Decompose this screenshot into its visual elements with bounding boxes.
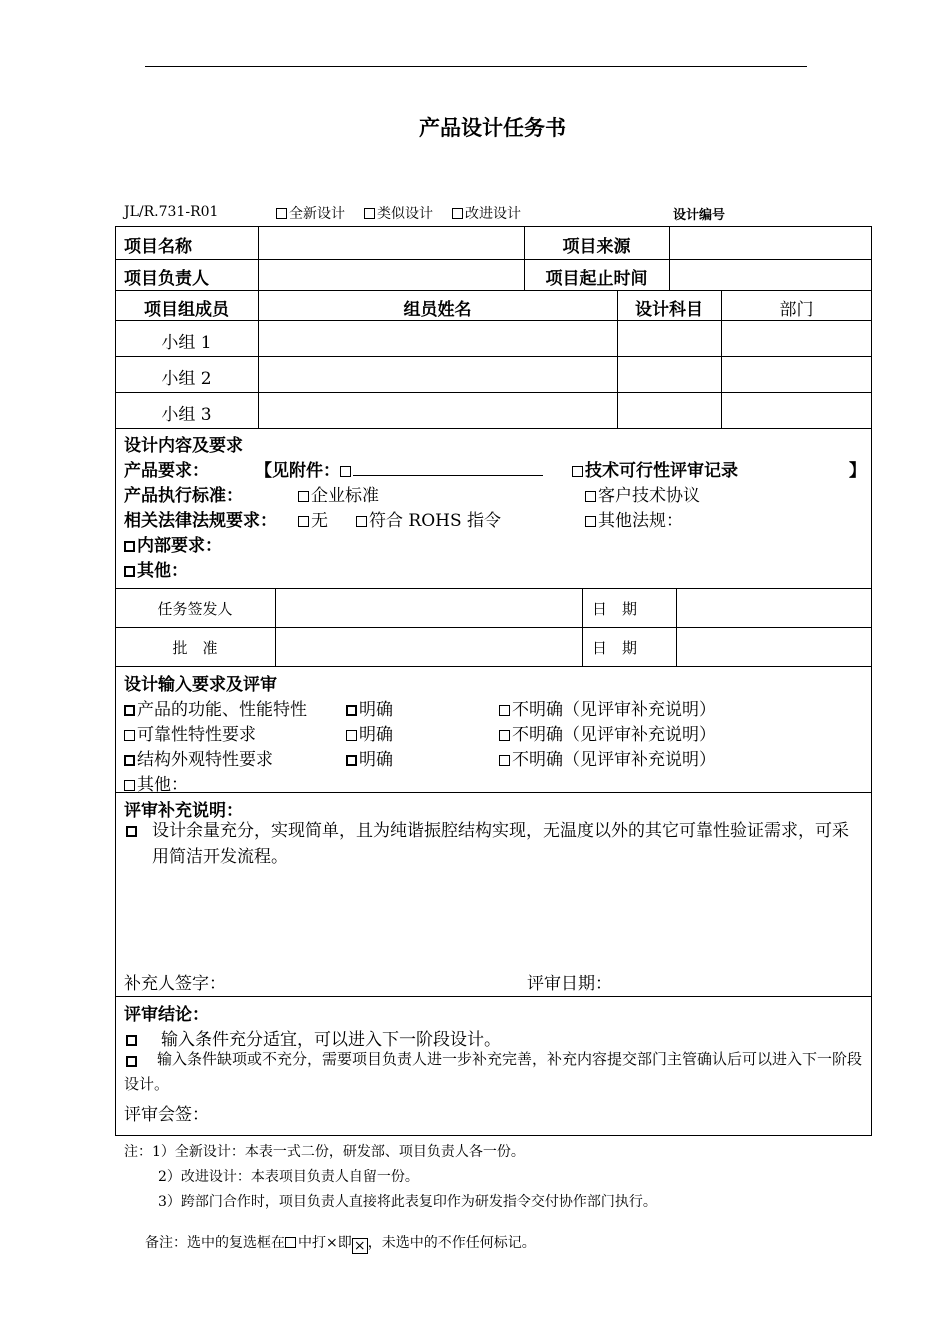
checkbox-icon: [285, 1237, 296, 1248]
checkbox-icon: [499, 705, 510, 716]
col-member: 项目组成员: [144, 300, 229, 320]
checkbox-icon: [499, 755, 510, 766]
page-title: 产品设计任务书: [419, 116, 566, 140]
conclusion-option-1[interactable]: 输入条件充分适宜，可以进入下一阶段设计。: [126, 1025, 501, 1050]
std-enterprise-option[interactable]: 企业标准: [298, 481, 379, 506]
checkbox-icon: [452, 208, 463, 219]
rule: [115, 320, 872, 321]
law-other-option[interactable]: 其他法规：: [585, 506, 683, 531]
group-1: 小组 1: [161, 333, 212, 353]
checkbox-icon: [585, 491, 596, 502]
checkbox-icon: [346, 705, 357, 716]
header-rule: [145, 66, 807, 67]
checkbox-icon: [126, 826, 137, 837]
rule: [676, 588, 677, 666]
rule: [115, 627, 872, 628]
other-req-option[interactable]: 其他：: [124, 556, 188, 581]
project-source-label: 项目来源: [562, 237, 631, 257]
checkbox-icon: [124, 755, 135, 766]
checkbox-icon: [124, 780, 135, 791]
product-req-label: 产品要求：: [124, 461, 209, 481]
rule: [115, 392, 872, 393]
group-3: 小组 3: [161, 405, 212, 425]
checkbox-icon: [298, 516, 309, 527]
col-dept: 部门: [779, 300, 814, 320]
design-type-improve[interactable]: 改进设计: [452, 203, 521, 223]
conclusion-option-2-text: 输入条件缺项或不充分，需要项目负责人进一步补充完善，补充内容提交部门主管确认后可以进入下一阶段设计。: [124, 1050, 863, 1093]
checkbox-icon: [572, 466, 583, 477]
std-customer-option[interactable]: 客户技术协议: [585, 481, 700, 506]
project-lead-label: 项目负责人: [124, 269, 209, 289]
design-type-similar[interactable]: 类似设计: [364, 203, 433, 223]
checkbox-icon: [499, 730, 510, 741]
note-3: 3）跨部门合作时，项目负责人直接将此表复印作为研发指令交付协作部门执行。: [158, 1194, 657, 1210]
function-clear-option[interactable]: 明确: [346, 695, 393, 720]
structure-clear-option[interactable]: 明确: [346, 745, 393, 770]
supplement-heading: 评审补充说明：: [124, 801, 243, 821]
checkbox-icon: [124, 705, 135, 716]
group-2: 小组 2: [161, 369, 212, 389]
checkbox-icon: [585, 516, 596, 527]
rule: [582, 588, 583, 666]
checkbox-icon: [276, 208, 287, 219]
checkbox-icon: [340, 466, 351, 477]
checkbox-icon: [126, 1035, 137, 1046]
approve-date-label: 日 期: [592, 639, 638, 657]
reliability-clear-option[interactable]: 明确: [346, 720, 393, 745]
rule: [115, 428, 872, 429]
checkbox-icon: [346, 730, 357, 741]
input-review-heading: 设计输入要求及评审: [124, 675, 277, 695]
note-2: 2）改进设计：本表项目负责人自留一份。: [158, 1169, 419, 1185]
conclusion-heading: 评审结论：: [124, 1005, 209, 1025]
rule: [669, 226, 670, 290]
function-unclear-option[interactable]: 不明确（见评审补充说明）: [499, 695, 716, 720]
design-type-new[interactable]: 全新设计: [276, 203, 345, 223]
supplement-checkbox[interactable]: [126, 821, 139, 841]
structure-unclear-option[interactable]: 不明确（见评审补充说明）: [499, 745, 716, 770]
checkbox-icon: [364, 208, 375, 219]
note-1: 注：1）全新设计：本表一式二份，研发部、项目负责人各一份。: [124, 1144, 525, 1160]
project-name-label: 项目名称: [124, 237, 192, 257]
design-code-label: 设计编号: [673, 208, 726, 223]
law-label: 相关法律法规要求：: [124, 511, 277, 531]
feasibility-option[interactable]: 技术可行性评审记录: [572, 456, 738, 481]
reliability-unclear-option[interactable]: 不明确（见评审补充说明）: [499, 720, 716, 745]
rule: [115, 996, 872, 997]
attachment-close: 】: [849, 461, 866, 481]
rule: [115, 259, 872, 260]
attachment-field[interactable]: 【见附件：: [255, 456, 543, 481]
checked-box-icon: ×: [352, 1238, 368, 1254]
issue-date-label: 日 期: [592, 600, 638, 618]
supplement-signer: 补充人签字：: [124, 974, 226, 994]
doc-code: JL/R.731-R01: [124, 204, 219, 220]
approve-label: 批 准: [172, 639, 218, 657]
col-subject: 设计科目: [635, 300, 703, 320]
law-none-option[interactable]: 无: [298, 506, 328, 531]
rule: [275, 588, 276, 666]
checkbox-icon: [298, 491, 309, 502]
checkbox-icon: [124, 566, 135, 577]
review-item-other[interactable]: 其他：: [124, 770, 188, 795]
rule: [115, 792, 872, 793]
rule: [115, 290, 872, 291]
review-item-structure[interactable]: 结构外观特性要求: [124, 745, 273, 770]
countersign-label: 评审会签：: [124, 1105, 209, 1125]
std-label: 产品执行标准：: [124, 486, 243, 506]
project-period-label: 项目起止时间: [545, 269, 648, 289]
review-date-label: 评审日期：: [527, 974, 612, 994]
checkbox-icon: [346, 755, 357, 766]
checkbox-icon: [124, 541, 135, 552]
issuer-label: 任务签发人: [157, 600, 233, 618]
internal-req-option[interactable]: 内部要求：: [124, 531, 222, 556]
rule: [258, 226, 259, 428]
supplement-text: 设计余量充分，实现简单，且为纯谐振腔结构实现，无温度以外的其它可靠性验证需求，可采用简洁开发流程。: [152, 821, 849, 867]
col-name: 组员姓名: [403, 300, 472, 320]
law-rohs-option[interactable]: 符合 ROHS 指令: [356, 506, 501, 531]
attachment-blank: [353, 461, 543, 476]
checkbox-icon: [356, 516, 367, 527]
review-item-function[interactable]: 产品的功能、性能特性: [124, 695, 307, 720]
rule: [115, 666, 872, 667]
content-heading: 设计内容及要求: [124, 436, 243, 456]
remark: 备注：选中的复选框在 中打×即 × ，未选中的不作任何标记。: [145, 1235, 536, 1254]
rule: [115, 588, 872, 589]
review-item-reliability[interactable]: 可靠性特性要求: [124, 720, 256, 745]
rule: [115, 356, 872, 357]
checkbox-icon: [124, 730, 135, 741]
